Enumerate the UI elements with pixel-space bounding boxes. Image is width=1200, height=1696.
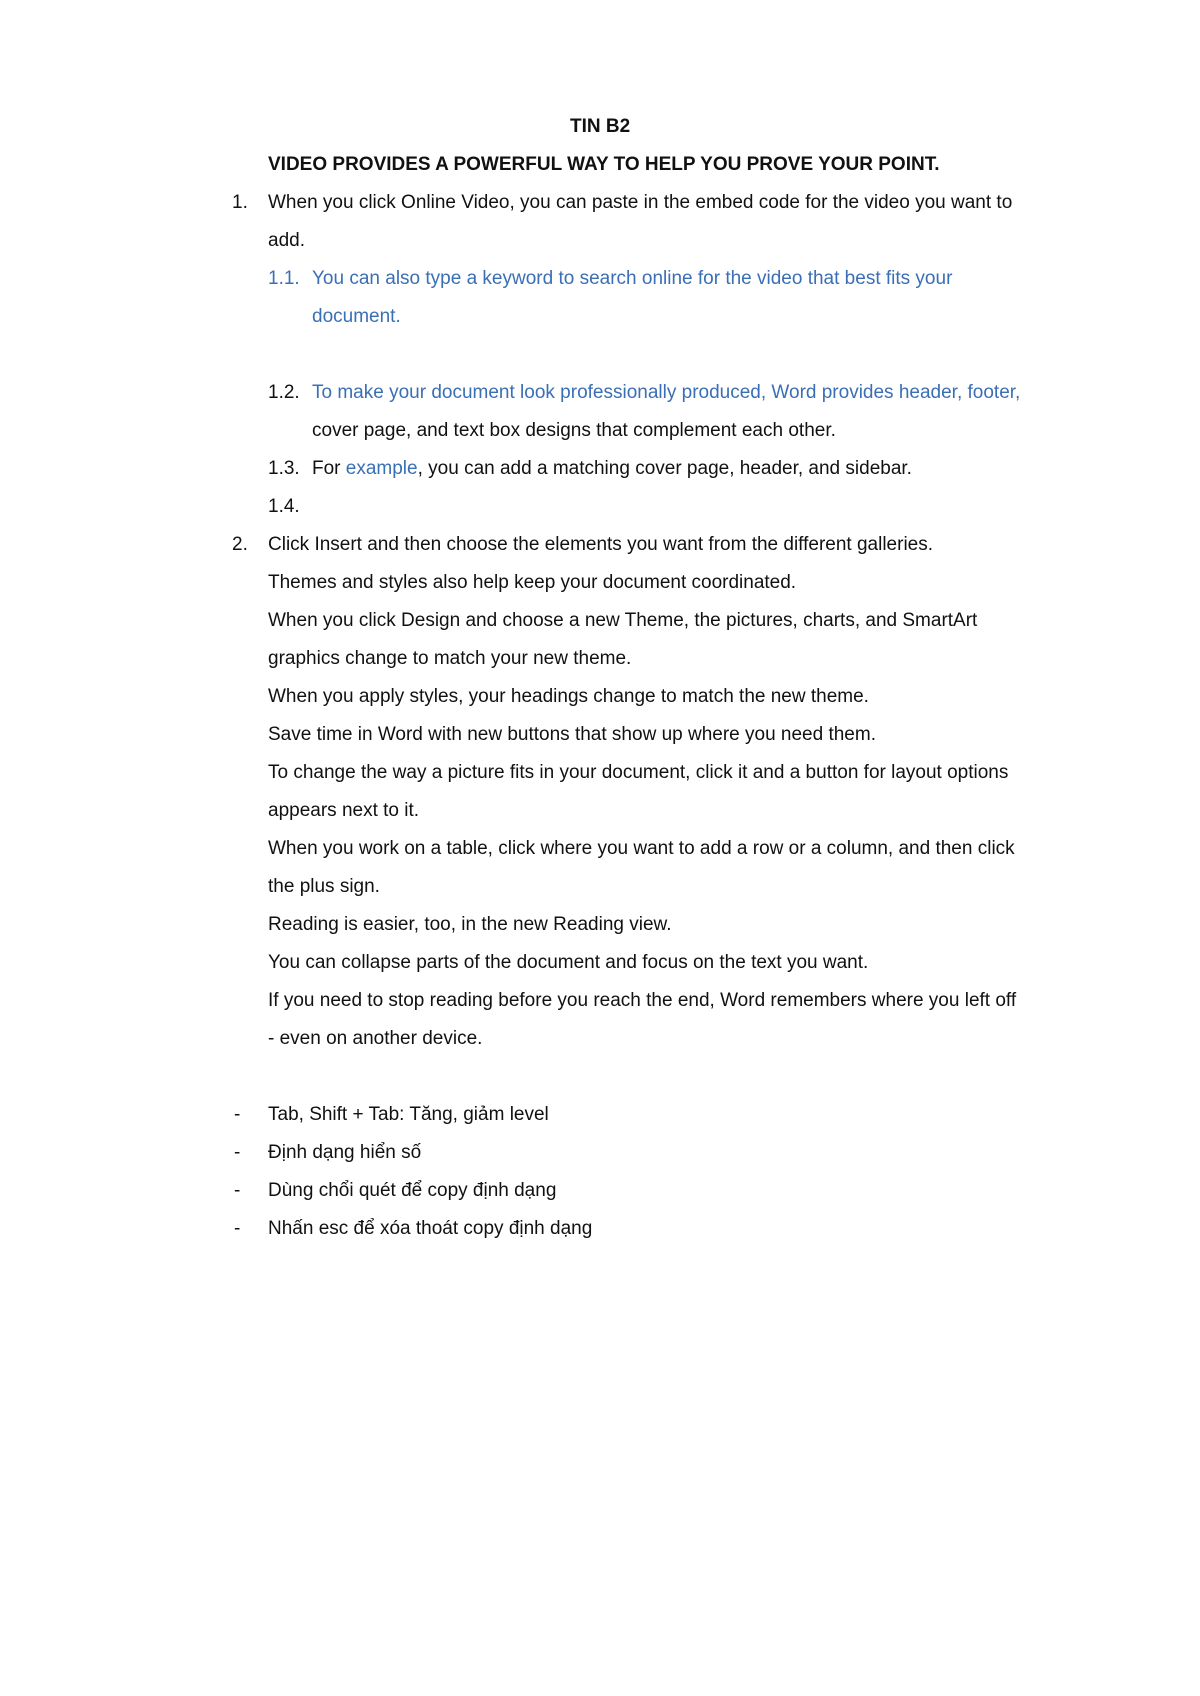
list-item-text: - even on another device. <box>268 1028 483 1049</box>
list-item-text: Save time in Word with new buttons that show up where you need them. <box>268 724 876 745</box>
sublist-item-text: To make your document look professionally produced, Word provides header, footer, <box>312 382 1021 403</box>
sublist-item-text: You can also type a keyword to search online for the video that best fits your <box>312 268 953 289</box>
doc-subtitle: VIDEO PROVIDES A POWERFUL WAY TO HELP YOU PROVE YOUR POINT. <box>268 154 940 175</box>
list-item-text: appears next to it. <box>268 800 420 821</box>
list-item-text: When you click Design and choose a new Theme, the pictures, charts, and SmartArt <box>268 610 978 631</box>
list-item-text: the plus sign. <box>268 876 380 897</box>
list-number: 2. <box>232 534 248 555</box>
sublist-number: 1.1. <box>268 268 300 289</box>
sublist-number: 1.4. <box>268 496 300 517</box>
sublist-item-text <box>312 457 912 481</box>
list-item-text: When you work on a table, click where you want to add a row or a column, and then click <box>268 838 1015 859</box>
list-item-text: graphics change to match your new theme. <box>268 648 632 669</box>
bullet-item: Tab, Shift + Tab: Tăng, giảm level <box>268 1104 549 1125</box>
list-item-text: Click Insert and then choose the elements you want from the different galleries. <box>268 534 934 555</box>
bullet-item: Nhấn esc để xóa thoát copy định dạng <box>268 1218 593 1239</box>
sublist-number: 1.2. <box>268 382 300 403</box>
list-item-text: add. <box>268 230 305 251</box>
list-number: 1. <box>232 192 248 213</box>
list-item-text: Themes and styles also help keep your document coordinated. <box>268 572 797 593</box>
sublist-item-text: document. <box>312 306 401 327</box>
bullet-marker: - <box>234 1142 241 1163</box>
bullet-marker: - <box>234 1104 241 1125</box>
doc-title: TIN B2 <box>570 116 631 137</box>
bullet-marker: - <box>234 1180 241 1201</box>
list-item-text: When you click Online Video, you can paste in the embed code for the video you want to <box>268 192 1013 213</box>
sublist-item-text: cover page, and text box designs that complement each other. <box>312 420 836 441</box>
list-item-text: When you apply styles, your headings change to match the new theme. <box>268 686 869 707</box>
list-item-text: Reading is easier, too, in the new Reading view. <box>268 914 672 935</box>
text-segment: For <box>312 458 346 479</box>
bullet-marker: - <box>234 1218 241 1239</box>
list-item-text: To change the way a picture fits in your document, click it and a button for layout options <box>268 762 1009 783</box>
bullet-item: Dùng chổi quét để copy định dạng <box>268 1180 557 1201</box>
text-segment: , you can add a matching cover page, header, and sidebar. <box>417 458 912 479</box>
list-item-text: If you need to stop reading before you reach the end, Word remembers where you left off <box>268 990 1017 1011</box>
example-link[interactable]: example <box>345 458 418 479</box>
sublist-number: 1.3. <box>268 458 300 479</box>
bullet-item: Định dạng hiển số <box>268 1142 422 1163</box>
list-item-text: You can collapse parts of the document and focus on the text you want. <box>268 952 869 973</box>
